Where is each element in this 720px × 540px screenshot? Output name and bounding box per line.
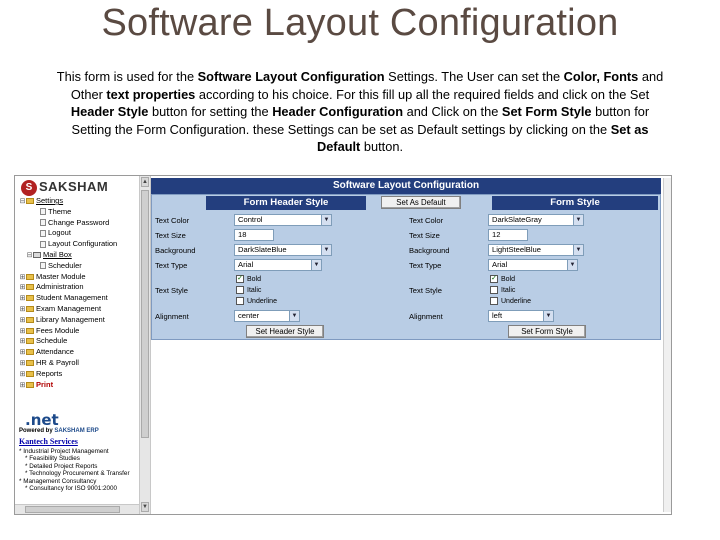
expand-icon[interactable]: ⊞ (19, 305, 26, 313)
tree-item-label: Reports (36, 368, 63, 378)
tree-item-label: Logout (48, 228, 71, 238)
dotnet-logo: .net (25, 411, 59, 429)
header-bold-checkbox[interactable] (236, 275, 261, 284)
description-segment: button for setting the (148, 104, 273, 120)
header-underline-label: Underline (247, 298, 277, 305)
header-text-size-label: Text Size (155, 231, 186, 240)
header-alignment-label: Alignment (155, 312, 189, 321)
header-text-style-label: Text Style (155, 286, 188, 295)
tree-item[interactable] (19, 369, 139, 380)
tree-item[interactable] (19, 347, 139, 358)
expand-icon[interactable]: ⊞ (19, 327, 26, 335)
header-italic-label: Italic (247, 287, 262, 294)
set-as-default-button[interactable]: Set As Default (381, 196, 461, 209)
chevron-down-icon: ▼ (289, 311, 299, 321)
menu-tree (19, 196, 139, 390)
sidebar-horizontal-scrollbar[interactable] (15, 504, 139, 514)
form-text-size-label: Text Size (409, 231, 440, 240)
main-panel (151, 176, 671, 514)
logo-text: SAKSHAM (39, 179, 109, 194)
mail-icon (33, 252, 41, 258)
form-alignment-value: left (492, 311, 503, 320)
folder-icon (26, 382, 34, 388)
form-italic-checkbox[interactable] (490, 286, 515, 295)
tree-item[interactable] (19, 282, 139, 293)
expand-icon[interactable]: ⊞ (19, 370, 26, 378)
folder-icon (26, 295, 34, 301)
tree-item-label: HR & Payroll (36, 357, 79, 367)
folder-icon (26, 371, 34, 377)
header-italic-checkbox[interactable] (236, 286, 261, 295)
slide-description (52, 68, 668, 156)
header-background-label: Background (155, 246, 196, 255)
check-icon: ✓ (491, 275, 497, 283)
chevron-down-icon: ▼ (311, 260, 321, 270)
chevron-down-icon: ▼ (573, 215, 583, 225)
kantech-list-item[interactable]: * Industrial Project Management (19, 448, 109, 455)
checkbox-empty-icon (490, 286, 498, 294)
tree-item[interactable] (19, 304, 139, 315)
tree-item[interactable] (19, 228, 139, 239)
tree-item-label: Master Module (36, 271, 86, 281)
header-text-type-select[interactable] (234, 259, 322, 271)
slide-title: Software Layout Configuration (101, 2, 619, 44)
scroll-thumb[interactable] (141, 190, 149, 438)
tree-item-label: Print (36, 379, 54, 389)
folder-icon (26, 338, 34, 344)
tree-item-label: Settings (36, 196, 64, 205)
folder-icon (26, 349, 34, 355)
tree-item[interactable] (19, 239, 139, 250)
set-form-style-button[interactable]: Set Form Style (508, 325, 586, 338)
set-header-style-button[interactable]: Set Header Style (246, 325, 324, 338)
description-segment: Set as Default (316, 121, 649, 155)
tree-item[interactable] (19, 250, 139, 261)
description-segment: Color, Fonts (563, 69, 639, 84)
chevron-down-icon: ▼ (573, 245, 583, 255)
kantech-list-item[interactable]: * Detailed Project Reports (25, 462, 98, 470)
header-bold-label: Bold (247, 276, 262, 283)
description-segment: This form is used for the (56, 69, 198, 84)
hscroll-thumb[interactable] (25, 506, 120, 513)
tree-item[interactable] (19, 315, 139, 326)
page-icon (40, 262, 46, 269)
tree-item[interactable] (19, 207, 139, 218)
config-form (151, 194, 661, 340)
sidebar-vertical-scrollbar[interactable] (139, 176, 150, 514)
description-segment: Software Layout Configuration (197, 69, 385, 84)
form-section-title: Form Style (492, 196, 658, 210)
tree-item[interactable] (19, 336, 139, 347)
form-text-color-value: DarkSlateGray (492, 215, 542, 224)
description-segment: Header Configuration (272, 104, 404, 120)
folder-icon (26, 274, 34, 280)
chevron-down-icon: ▼ (543, 311, 553, 321)
description-segment: and Other (70, 69, 664, 102)
form-text-type-select[interactable] (488, 259, 578, 271)
folder-icon (26, 198, 34, 204)
check-icon: ✓ (237, 275, 243, 283)
scroll-up-icon[interactable]: ▲ (142, 179, 148, 185)
folder-icon (26, 306, 34, 312)
folder-icon (26, 284, 34, 290)
expand-icon[interactable]: ⊞ (19, 316, 26, 324)
header-underline-checkbox[interactable] (236, 297, 277, 306)
kantech-list-item[interactable]: * Consultancy for ISO 9001:2000 (25, 485, 118, 493)
form-alignment-select[interactable] (488, 310, 554, 322)
form-alignment-label: Alignment (409, 312, 443, 321)
tree-item-label: Attendance (36, 347, 74, 357)
header-text-type-value: Arial (238, 260, 254, 269)
form-underline-checkbox[interactable] (490, 297, 531, 306)
tree-item[interactable] (19, 380, 139, 391)
powered-prefix: Powered by (19, 428, 53, 434)
tree-item-label: Student Management (36, 293, 108, 303)
form-text-type-label: Text Type (409, 261, 442, 270)
header-background-value: DarkSlateBlue (238, 245, 287, 254)
sidebar (15, 176, 151, 515)
description-segment: and Click on the (403, 104, 502, 120)
main-vertical-scrollbar[interactable] (663, 178, 671, 512)
form-text-style-label: Text Style (409, 286, 442, 295)
form-bold-label: Bold (501, 276, 516, 283)
description-segment: button for Setting the Form Configuration. these Settings can be set as Default settings by clicking on the (71, 104, 650, 137)
form-background-label: Background (409, 246, 450, 255)
tree-item-label: Theme (48, 206, 72, 216)
description-segment: text properties (106, 86, 196, 102)
expand-icon[interactable]: ⊞ (19, 349, 26, 357)
powered-brand: SAKSHAM ERP (54, 428, 99, 434)
chevron-down-icon: ▼ (321, 245, 331, 255)
tree-item-label: Layout Configuration (48, 239, 118, 249)
form-background-select[interactable] (488, 244, 584, 256)
description-segment: button. (360, 139, 404, 155)
tree-item[interactable] (19, 218, 139, 229)
page-icon (40, 208, 46, 215)
form-text-color-select[interactable] (488, 214, 584, 226)
tree-item-label: Exam Management (36, 303, 102, 313)
tree-item[interactable] (19, 272, 139, 283)
powered-by (19, 428, 99, 434)
app-screenshot (14, 175, 672, 515)
header-background-select[interactable] (234, 244, 332, 256)
checkbox-empty-icon (490, 297, 498, 305)
scroll-down-icon[interactable]: ▼ (142, 504, 148, 510)
header-alignment-select[interactable] (234, 310, 300, 322)
form-text-size-input[interactable]: 12 (488, 229, 528, 241)
kantech-link[interactable]: Kantech Services (19, 437, 78, 446)
tree-item[interactable] (19, 196, 139, 207)
chevron-down-icon: ▼ (567, 260, 577, 270)
form-background-value: LightSteelBlue (492, 245, 541, 254)
tree-item-label: Schedule (36, 336, 68, 346)
header-text-size-input[interactable]: 18 (234, 229, 274, 241)
expand-icon[interactable]: ⊞ (19, 273, 26, 281)
kantech-services-list (19, 448, 139, 492)
collapse-icon[interactable]: ⊟ (19, 198, 26, 205)
page-icon (40, 219, 46, 226)
tree-item[interactable] (19, 358, 139, 369)
description-segment: according to his choice. For this fill up all the required fields and click on the Set (195, 86, 650, 102)
expand-icon[interactable]: ⊞ (19, 338, 26, 346)
tree-item-label: Change Password (48, 217, 110, 227)
header-text-color-value: Control (238, 215, 263, 224)
description-segment: Settings. The User can set the (384, 69, 564, 84)
expand-icon[interactable]: ⊞ (19, 381, 26, 389)
tree-item-label: Fees Module (36, 325, 80, 335)
expand-icon[interactable]: ⊞ (19, 284, 26, 292)
form-bold-checkbox[interactable] (490, 275, 515, 284)
tree-item[interactable] (19, 293, 139, 304)
form-italic-label: Italic (501, 287, 516, 294)
checkbox-empty-icon (236, 297, 244, 305)
logo-mark-icon: S (21, 180, 37, 196)
chevron-down-icon: ▼ (321, 215, 331, 225)
saksham-logo (21, 178, 139, 198)
page-icon (40, 230, 46, 237)
folder-icon (26, 317, 34, 323)
form-text-type-value: Arial (492, 260, 508, 269)
form-text-color-label: Text Color (409, 216, 444, 225)
tree-item-label: Library Management (36, 314, 105, 324)
checkbox-empty-icon (236, 286, 244, 294)
tree-item[interactable] (19, 326, 139, 337)
tree-item[interactable] (19, 261, 139, 272)
folder-icon (26, 360, 34, 366)
header-text-type-label: Text Type (155, 261, 188, 270)
kantech-list-item[interactable]: * Technology Procurement & Transfer (25, 470, 130, 478)
header-section-title: Form Header Style (206, 196, 366, 210)
kantech-list-item[interactable]: * Management Consultancy (19, 477, 97, 485)
tree-item-label: Mail Box (43, 249, 72, 259)
header-text-color-select[interactable] (234, 214, 332, 226)
folder-icon (26, 328, 34, 334)
page-icon (40, 241, 46, 248)
expand-icon[interactable]: ⊞ (19, 359, 26, 367)
tree-item-label: Administration (36, 282, 84, 292)
main-title: Software Layout Configuration (151, 178, 661, 194)
header-text-color-label: Text Color (155, 216, 190, 225)
kantech-list-item[interactable]: * Feasibility Studies (25, 455, 80, 463)
collapse-icon[interactable]: ⊟ (26, 251, 33, 259)
description-segment: Set Form Style (501, 104, 592, 120)
header-alignment-value: center (238, 311, 260, 320)
tree-item-label: Scheduler (48, 260, 82, 270)
form-underline-label: Underline (501, 298, 531, 305)
expand-icon[interactable]: ⊞ (19, 295, 26, 303)
description-segment: Header Style (70, 104, 149, 120)
